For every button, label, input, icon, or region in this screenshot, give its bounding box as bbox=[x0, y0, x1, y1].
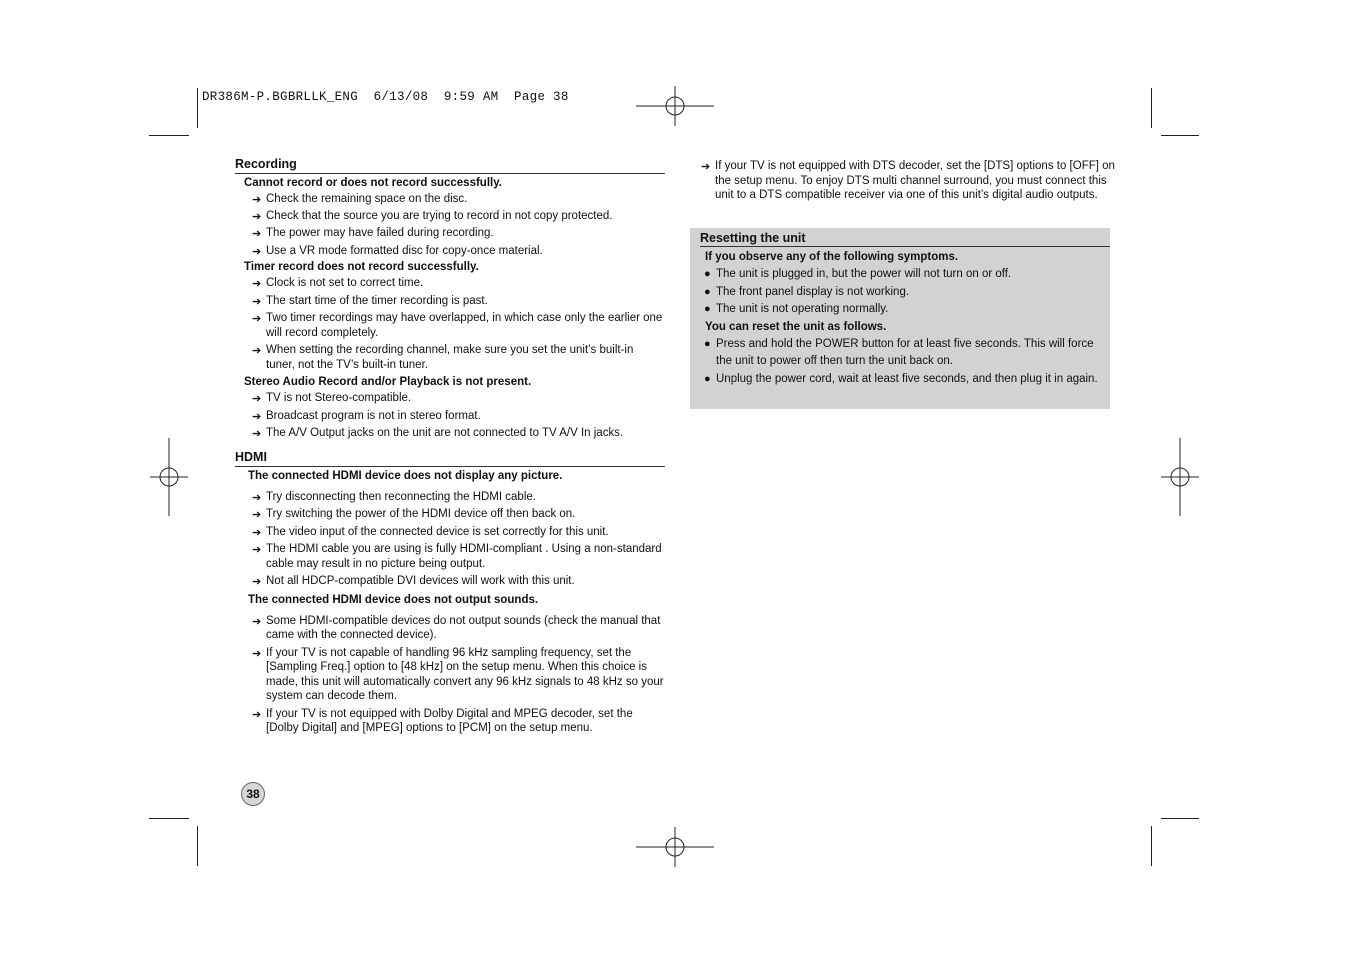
arrow-right-icon: ➔ bbox=[252, 491, 262, 504]
list-item: ➔ If your TV is not equipped with Dolby Digital and MPEG decoder, set the [Dolby Digital] and [MPEG] options to [PCM] on the setup menu. bbox=[252, 707, 633, 734]
list-item: ➔ TV is not Stereo-compatible. bbox=[252, 392, 412, 405]
subheading: The connected HDMI device does not output sounds. bbox=[248, 593, 539, 606]
arrow-right-icon: ➔ bbox=[252, 647, 262, 660]
list-item: ➔ The start time of the timer recording is past. bbox=[252, 294, 488, 308]
print-slug: DR386M-P.BGBRLLK_ENG 6/13/08 9:59 AM Page 38 bbox=[202, 90, 569, 104]
arrow-right-icon: ➔ bbox=[252, 245, 262, 258]
list-item: ➔ The power may have failed during recording. bbox=[252, 227, 494, 240]
arrow-right-icon: ➔ bbox=[252, 295, 262, 308]
crop-mark bbox=[1151, 88, 1152, 128]
bullet-list bbox=[684, 159, 1116, 203]
arrow-right-icon: ➔ bbox=[701, 161, 711, 173]
list-item: ➔ Check that the source you are trying to record in not copy protected. bbox=[252, 209, 613, 223]
subheading: If you observe any of the following symptoms. bbox=[705, 251, 959, 263]
list-item: ➔ Try disconnecting then reconnecting the HDMI cable. bbox=[252, 490, 536, 504]
subheading: You can reset the unit as follows. bbox=[705, 320, 887, 333]
arrow-right-icon: ➔ bbox=[252, 228, 262, 240]
page-number: 38 bbox=[241, 782, 265, 806]
registration-mark-icon bbox=[1161, 438, 1199, 516]
list-item: ➔ The A/V Output jacks on the unit are not connected to TV A/V In jacks. bbox=[252, 427, 624, 440]
registration-mark-icon bbox=[636, 827, 714, 867]
arrow-right-icon: ➔ bbox=[252, 708, 262, 721]
arrow-right-icon: ➔ bbox=[252, 576, 262, 588]
arrow-right-icon: ➔ bbox=[252, 194, 262, 206]
arrow-right-icon: ➔ bbox=[252, 410, 262, 423]
subheading: Cannot record or does not record successfully. bbox=[244, 177, 502, 189]
crop-mark bbox=[1161, 818, 1199, 819]
bullet-dot-icon: ● bbox=[704, 337, 711, 350]
crop-mark bbox=[1161, 135, 1199, 136]
subheading: Stereo Audio Record and/or Playback is not present. bbox=[244, 376, 532, 388]
registration-mark-icon bbox=[636, 86, 714, 126]
list-item: ➔ Not all HDCP-compatible DVI devices will work with this unit. bbox=[252, 575, 575, 588]
registration-mark-icon bbox=[150, 438, 188, 516]
crop-mark bbox=[1151, 826, 1152, 866]
bullet-list bbox=[235, 192, 665, 258]
bullet-list bbox=[235, 490, 665, 589]
list-item: ➔ Try switching the power of the HDMI device off then back on. bbox=[252, 508, 576, 521]
bullet-list bbox=[690, 266, 1110, 319]
subheading: The connected HDMI device does not display any picture. bbox=[248, 469, 563, 482]
list-item: ● Unplug the power cord, wait at least five seconds, and then plug it in again. bbox=[690, 371, 1110, 389]
list-item: ➔ Broadcast program is not in stereo format. bbox=[252, 409, 481, 423]
list-item: ➔ Two timer recordings may have overlapped, in which case only the earlier one will record completely. bbox=[252, 312, 663, 339]
arrow-right-icon: ➔ bbox=[252, 313, 262, 325]
subheading: Timer record does not record successfully. bbox=[244, 261, 479, 273]
right-column bbox=[684, 159, 1116, 203]
arrow-right-icon: ➔ bbox=[252, 345, 262, 357]
list-item: ● The front panel display is not working. bbox=[690, 284, 1110, 302]
arrow-right-icon: ➔ bbox=[252, 615, 262, 628]
list-item: ➔ When setting the recording channel, make sure you set the unit’s built-in tuner, not the TV’s built-in tuner. bbox=[252, 344, 634, 371]
arrow-right-icon: ➔ bbox=[252, 526, 262, 539]
list-item: ● The unit is plugged in, but the power will not turn on or off. bbox=[690, 266, 1110, 284]
arrow-right-icon: ➔ bbox=[252, 278, 262, 290]
crop-mark bbox=[149, 135, 189, 136]
section-title-recording: Recording bbox=[235, 157, 665, 174]
list-item: ➔ Some HDMI-compatible devices do not output sounds (check the manual that came with the connected device). bbox=[252, 614, 661, 641]
list-item: ➔ If your TV is not equipped with DTS decoder, set the [DTS] options to [OFF] on the setup menu. To enjoy DTS multi channel surround, you must connect this unit to a DTS compatible receiver via one of this unit’s digital audio outputs. bbox=[701, 160, 1115, 201]
arrow-right-icon: ➔ bbox=[252, 509, 262, 521]
section-title-reset: Resetting the unit bbox=[700, 228, 1110, 247]
bullet-list bbox=[235, 276, 665, 372]
bullet-list bbox=[235, 391, 665, 441]
reset-box bbox=[690, 228, 1110, 409]
crop-mark bbox=[149, 818, 189, 819]
list-item: ➔ Clock is not set to correct time. bbox=[252, 277, 424, 290]
list-item: ➔ The HDMI cable you are using is fully HDMI-compliant . Using a non-standard cable may result in no picture being output. bbox=[252, 543, 662, 570]
list-item: ● The unit is not operating normally. bbox=[690, 301, 1110, 319]
section-title-hdmi: HDMI bbox=[235, 450, 665, 467]
crop-mark bbox=[197, 88, 198, 128]
bullet-list bbox=[235, 614, 665, 736]
list-item: ➔ Check the remaining space on the disc. bbox=[252, 193, 468, 206]
arrow-right-icon: ➔ bbox=[252, 393, 262, 405]
list-item: ● Press and hold the POWER button for at least five seconds. This will force the unit to power off then turn the unit back on. bbox=[704, 337, 1094, 367]
list-item: ➔ Use a VR mode formatted disc for copy-once material. bbox=[252, 244, 543, 258]
bullet-list bbox=[690, 336, 1110, 389]
list-item: ➔ If your TV is not capable of handling 96 kHz sampling frequency, set the [Sampling Freq.] option to [48 kHz] on the setup menu. When this choice is made, this unit will automatically convert any 96 kHz signals to 48 kHz so your system can decode them. bbox=[252, 646, 664, 702]
bullet-dot-icon: ● bbox=[704, 285, 711, 298]
left-column bbox=[235, 157, 665, 736]
arrow-right-icon: ➔ bbox=[252, 210, 262, 223]
bullet-dot-icon: ● bbox=[704, 372, 711, 385]
bullet-dot-icon: ● bbox=[704, 268, 711, 280]
list-item: ➔ The video input of the connected device is set correctly for this unit. bbox=[252, 525, 609, 539]
crop-mark bbox=[197, 826, 198, 866]
arrow-right-icon: ➔ bbox=[252, 428, 262, 440]
arrow-right-icon: ➔ bbox=[252, 544, 262, 556]
bullet-dot-icon: ● bbox=[704, 303, 711, 315]
